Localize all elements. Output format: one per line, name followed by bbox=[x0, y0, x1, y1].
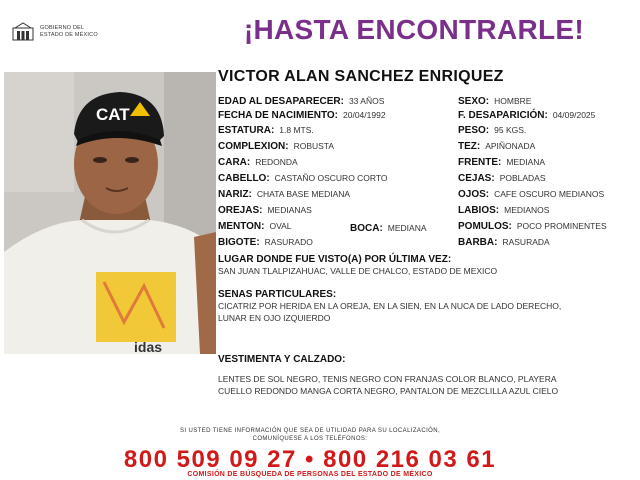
poster-header bbox=[0, 0, 640, 64]
field-label: POMULOS: bbox=[458, 221, 512, 232]
field-forehead bbox=[458, 157, 545, 171]
phone-numbers[interactable]: 800 509 09 27 • 800 216 03 61 bbox=[123, 446, 497, 473]
field-value: 04/09/2025 bbox=[552, 110, 596, 120]
missing-person-photo bbox=[4, 72, 216, 354]
field-value: MEDIANA bbox=[387, 223, 427, 233]
clothing-line-1: LENTES DE SOL NEGRO, TENIS NEGRO CON FRANJAS COLOR BLANCO, PLAYERA bbox=[218, 374, 557, 384]
field-value: RASURADA bbox=[502, 237, 550, 247]
field-birth-date bbox=[218, 110, 386, 124]
field-beard bbox=[458, 237, 550, 251]
field-label: NARIZ: bbox=[218, 189, 252, 200]
field-value: HOMBRE bbox=[494, 96, 532, 106]
field-value: APIÑONADA bbox=[485, 141, 536, 151]
commission-name: COMISIÓN DE BÚSQUEDA DE PERSONAS DEL ESTADO DE MÉXICO bbox=[187, 471, 433, 478]
field-label: FECHA DE NACIMIENTO: bbox=[218, 110, 338, 121]
person-photo-illustration bbox=[4, 72, 216, 354]
field-value: MEDIANA bbox=[506, 157, 546, 167]
field-value: MEDIANOS bbox=[504, 205, 550, 215]
field-label: BARBA: bbox=[458, 237, 498, 248]
marks-line-2: LUNAR EN OJO IZQUIERDO bbox=[218, 313, 331, 323]
field-label: MENTON: bbox=[218, 221, 265, 232]
field-height bbox=[218, 125, 314, 139]
clothing-section bbox=[218, 354, 558, 397]
field-value: POBLADAS bbox=[499, 173, 546, 183]
field-label: SEXO: bbox=[458, 96, 490, 107]
clothing-line-2: CUELLO REDONDO MANGA CORTA NEGRO, PANTALON DE MEZCLILLA AZUL CIELO bbox=[218, 386, 559, 396]
field-label: FRENTE: bbox=[458, 157, 502, 168]
government-logo bbox=[12, 22, 98, 42]
field-label: ESTATURA: bbox=[218, 125, 275, 136]
field-label: BOCA: bbox=[350, 223, 383, 234]
field-label: OJOS: bbox=[458, 189, 490, 200]
field-value: CHATA BASE MEDIANA bbox=[256, 189, 351, 199]
field-label: CARA: bbox=[218, 157, 251, 168]
field-value: RASURADO bbox=[264, 237, 313, 247]
field-nose bbox=[218, 189, 350, 203]
field-disappearance-date bbox=[458, 110, 595, 124]
state-emblem-icon bbox=[12, 22, 34, 42]
field-eyebrows bbox=[458, 173, 546, 187]
field-label: PESO: bbox=[458, 125, 490, 136]
logo-line-1: GOBIERNO DEL bbox=[40, 25, 85, 31]
distinguishing-marks-section bbox=[218, 289, 561, 324]
field-label: LABIOS: bbox=[458, 205, 500, 216]
contact-line-2: COMUNÍQUESE A LOS TELÉFONOS: bbox=[252, 436, 368, 442]
field-eyes bbox=[458, 189, 604, 203]
field-value: ROBUSTA bbox=[293, 141, 335, 151]
field-mouth bbox=[350, 223, 427, 237]
contact-instructions bbox=[0, 427, 620, 443]
field-label: COMPLEXION: bbox=[218, 141, 289, 152]
last-seen-label: LUGAR DONDE FUE VISTO(A) POR ÚLTIMA VEZ: bbox=[218, 254, 452, 265]
field-value: 95 KGS. bbox=[494, 125, 527, 135]
field-label: CABELLO: bbox=[218, 173, 270, 184]
field-mustache bbox=[218, 237, 313, 251]
field-value: CAFE OSCURO MEDIANOS bbox=[494, 189, 605, 199]
person-name: VICTOR ALAN SANCHEZ ENRIQUEZ bbox=[218, 68, 504, 85]
field-value: 33 AÑOS bbox=[348, 96, 385, 106]
headline: ¡HASTA ENCONTRARLE! bbox=[243, 14, 584, 45]
field-value: 20/04/1992 bbox=[343, 110, 386, 120]
field-label: CEJAS: bbox=[458, 173, 495, 184]
field-cheekbones bbox=[458, 221, 607, 235]
field-sex bbox=[458, 96, 531, 110]
cap-logo-text: CAT bbox=[96, 105, 130, 124]
field-label: EDAD AL DESAPARECER: bbox=[218, 96, 344, 107]
field-value: OVAL bbox=[269, 221, 292, 231]
government-logo-text bbox=[40, 25, 98, 39]
field-hair bbox=[218, 173, 388, 187]
logo-line-2: ESTADO DE MÉXICO bbox=[40, 32, 98, 38]
field-label: TEZ: bbox=[458, 141, 481, 152]
field-lips bbox=[458, 205, 549, 219]
field-value: MEDIANAS bbox=[267, 205, 312, 215]
clothing-label: VESTIMENTA Y CALZADO: bbox=[218, 354, 346, 365]
field-complexion bbox=[218, 141, 334, 155]
shirt-print-text: idas bbox=[134, 339, 163, 354]
field-label: F. DESAPARICIÓN: bbox=[458, 110, 548, 121]
field-age bbox=[218, 96, 384, 110]
field-label: BIGOTE: bbox=[218, 237, 260, 248]
contact-line-1: SI USTED TIENE INFORMACIÓN QUE SEA DE UTILIDAD PARA SU LOCALIZACIÓN, bbox=[179, 428, 441, 434]
field-face bbox=[218, 157, 298, 171]
last-seen-section bbox=[218, 254, 497, 277]
field-value: REDONDA bbox=[255, 157, 298, 167]
field-chin bbox=[218, 221, 292, 235]
field-value: POCO PROMINENTES bbox=[516, 221, 607, 231]
field-value: CASTAÑO OSCURO CORTO bbox=[274, 173, 388, 183]
field-label: OREJAS: bbox=[218, 205, 263, 216]
marks-line-1: CICATRIZ POR HERIDA EN LA OREJA, EN LA SIEN, EN LA NUCA DE LADO DERECHO, bbox=[218, 301, 562, 311]
field-value: 1.8 MTS. bbox=[279, 125, 314, 135]
field-skin-tone bbox=[458, 141, 535, 155]
marks-label: SENAS PARTICULARES: bbox=[218, 289, 337, 300]
last-seen-value: SAN JUAN TLALPIZAHUAC, VALLE DE CHALCO, ESTADO DE MEXICO bbox=[218, 266, 498, 276]
field-ears bbox=[218, 205, 312, 219]
field-weight bbox=[458, 125, 526, 139]
